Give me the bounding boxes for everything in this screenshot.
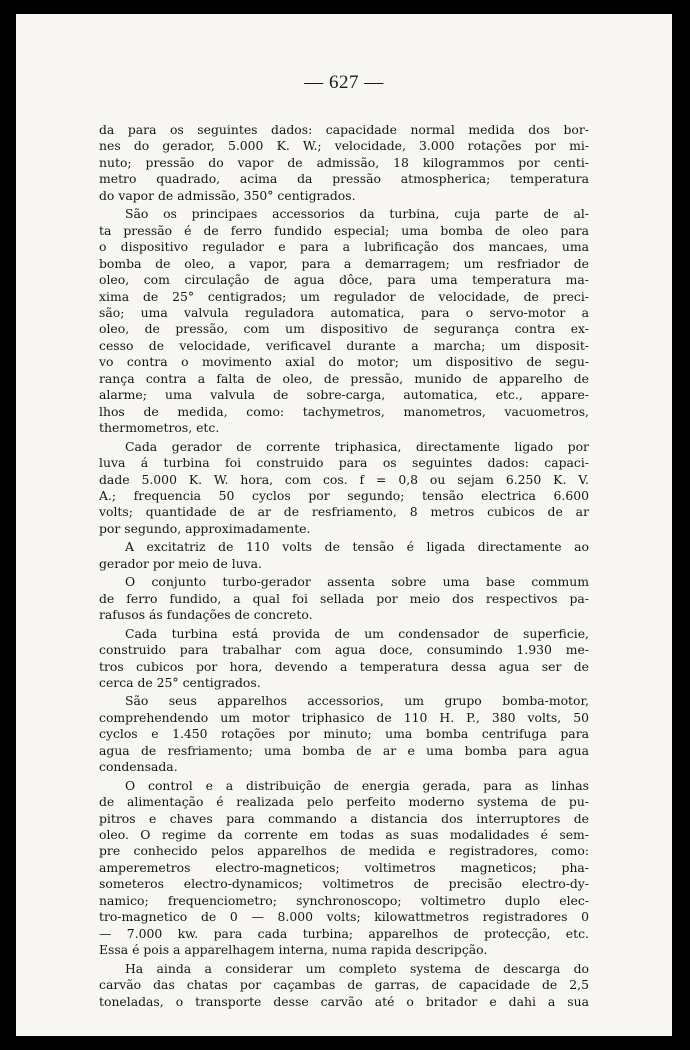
text-line: lhos de medida, como: tachymetros, manometros, vacuometros,: [99, 403, 589, 419]
paragraph: [99, 439, 589, 538]
text-line: agua de resfriamento; uma bomba de ar e uma bomba para agua: [99, 742, 589, 758]
text-line: construido para trabalhar com agua doce, consumindo 1.930 me-: [99, 642, 589, 658]
text-line: pitros e chaves para commando a distancia dos interruptores de: [99, 810, 589, 826]
text-line: O control e a distribuição de energia gerada, para as linhas: [125, 777, 589, 793]
text-line: metro quadrado, acima da pressão atmospherica; temperatura: [99, 171, 589, 187]
paragraph: [99, 961, 589, 1010]
text-line: ta pressão é de ferro fundido especial; uma bomba de oleo para: [99, 222, 589, 238]
text-line: Cada turbina está provida de um condensador de superficie,: [125, 625, 589, 641]
text-line: A excitatriz de 110 volts de tensão é ligada directamente ao: [125, 539, 589, 555]
paragraph: [99, 626, 589, 692]
text-line: Ha ainda a considerar um completo systema de descarga do: [125, 960, 589, 976]
text-line: de alimentação é realizada pelo perfeito moderno systema de pu-: [99, 794, 589, 810]
text-line: oleo. O regime da corrente em todas as suas modalidades é sem-: [99, 827, 589, 843]
text-line: do vapor de admissão, 350° centigrados.: [99, 187, 356, 203]
text-line: oleo, de pressão, com um dispositivo de segurança contra ex-: [99, 321, 589, 337]
text-line: carvão das chatas por caçambas de garras, de capacidade de 2,5: [99, 977, 589, 993]
text-line: A.; frequencia 50 cyclos por segundo; tensão electrica 6.600: [99, 487, 589, 503]
text-line: xima de 25° centigrados; um regulador de velocidade, de preci-: [99, 288, 589, 304]
text-line: oleo, com circulação de agua dôce, para uma temperatura ma-: [99, 272, 589, 288]
text-line: condensada.: [99, 759, 178, 775]
text-line: o dispositivo regulador e para a lubrificação dos mancaes, uma: [99, 239, 589, 255]
text-line: cyclos e 1.450 rotações por minuto; uma bomba centrifuga para: [99, 726, 589, 742]
text-line: tros cubicos por hora, devendo a temperatura dessa agua ser de: [99, 658, 589, 674]
text-line: São os principaes accessorios da turbina, cuja parte de al-: [125, 206, 589, 222]
text-line: Essa é pois a apparelhagem interna, numa rapida descripção.: [99, 942, 488, 958]
text-line: cesso de velocidade, verificavel durante a marcha; um disposit-: [99, 337, 589, 353]
paragraph: [99, 206, 589, 436]
text-line: thermometros, etc.: [99, 420, 220, 436]
text-line: alarme; uma valvula de sobre-carga, automatica, etc., appare-: [99, 387, 589, 403]
text-line: por segundo, approximadamente.: [99, 520, 311, 536]
paragraph: [99, 539, 589, 572]
text-line: volts; quantidade de ar de resfriamento, 8 metros cubicos de ar: [99, 504, 589, 520]
text-line: amperemetros electro-magneticos; voltimetros magneticos; pha-: [99, 859, 589, 875]
text-line: de ferro fundido, a qual foi sellada por meio dos respectivos pa-: [99, 590, 589, 606]
text-line: dade 5.000 K. W. hora, com cos. f = 0,8 ou sejam 6.250 K. V.: [99, 471, 589, 487]
text-line: someteros electro-dynamicos; voltimetros de precisão electro-dy-: [99, 876, 589, 892]
text-line: pre conhecido pelos apparelhos de medida e registradores, como:: [99, 843, 589, 859]
text-line: cerca de 25° centigrados.: [99, 674, 261, 690]
text-line: nuto; pressão do vapor de admissão, 18 kilogrammos por centi-: [99, 154, 589, 170]
text-line: O conjunto turbo-gerador assenta sobre uma base commum: [125, 574, 589, 590]
paragraph: [99, 778, 589, 959]
text-line: luva á turbina foi construido para os seguintes dados: capaci-: [99, 455, 589, 471]
book-page: [16, 14, 672, 1036]
text-line: da para os seguintes dados: capacidade normal medida dos bor-: [99, 122, 589, 137]
text-line: rança contra a falta de oleo, de pressão, munido de apparelho de: [99, 370, 589, 386]
text-line: são; uma valvula reguladora automatica, para o servo-motor a: [99, 304, 589, 320]
paragraph: [99, 574, 589, 623]
text-line: tro-magnetico de 0 — 8.000 volts; kilowattmetros registradores 0: [99, 909, 589, 925]
text-line: São seus apparelhos accessorios, um grupo bomba-motor,: [125, 693, 589, 709]
text-line: — 7.000 kw. para cada turbina; apparelhos de protecção, etc.: [99, 925, 589, 941]
text-line: Cada gerador de corrente triphasica, directamente ligado por: [125, 438, 589, 454]
text-line: namico; frequenciometro; synchronoscopo; voltimetro duplo elec-: [99, 892, 589, 908]
text-body: [99, 122, 589, 1012]
text-line: comprehendendo um motor triphasico de 110 H. P., 380 volts, 50: [99, 709, 589, 725]
page-number: — 627 —: [304, 72, 384, 93]
text-line: toneladas, o transporte desse carvão até o britador e dahi a sua: [99, 993, 589, 1009]
paragraph: [99, 122, 589, 204]
text-line: vo contra o movimento axial do motor; um dispositivo de segu-: [99, 354, 589, 370]
text-line: gerador por meio de luva.: [99, 555, 262, 571]
text-line: bomba de oleo, a vapor, para a demarragem; um resfriador de: [99, 255, 589, 271]
paragraph: [99, 693, 589, 775]
text-line: nes do gerador, 5.000 K. W.; velocidade, 3.000 rotações por mi-: [99, 138, 589, 154]
text-line: rafusos ás fundações de concreto.: [99, 607, 313, 623]
